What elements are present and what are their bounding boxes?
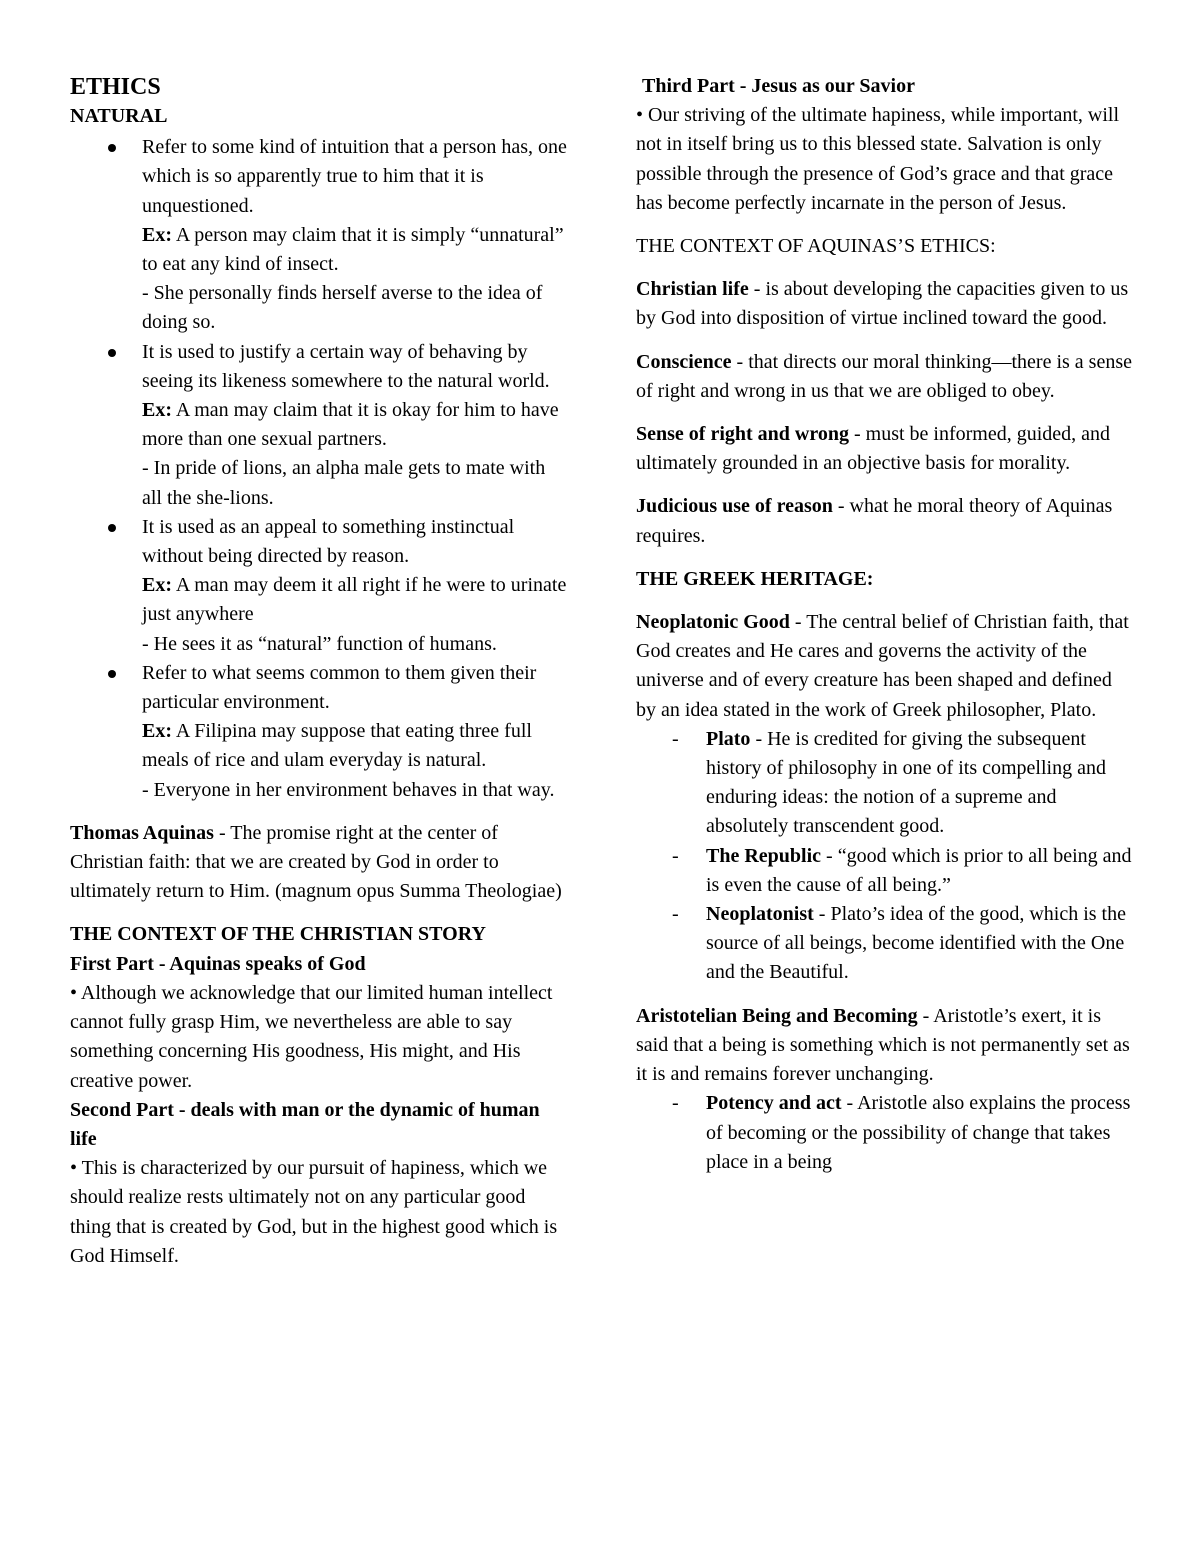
aristotle-term: Aristotelian Being and Becoming	[636, 1004, 918, 1027]
neoplatonic-text: - The central belief of Christian faith, that God creates and He cares and governs the activity of the universe and of every creature has been shaped and defined by an idea stated in the work of Greek philosopher, Plato.	[636, 611, 1129, 721]
definition-term: Conscience	[636, 350, 732, 373]
list-text: - Aristotle also explains the process of becoming or the possibility of change that takes place in a being	[706, 1092, 1131, 1173]
definition-conscience	[636, 348, 1136, 406]
list-term: Plato	[706, 727, 751, 750]
left-column	[70, 72, 570, 1271]
definition-judicious-reason	[636, 492, 1136, 550]
document-title: ETHICS	[70, 74, 161, 100]
list-item	[70, 659, 570, 805]
definition-text: - must be informed, guided, and ultimately grounded in an objective basis for morality.	[636, 423, 1111, 475]
definition-text: - that directs our moral thinking—there is a sense of right and wrong in us that we are obliged to obey.	[636, 350, 1132, 402]
example-label: Ex:	[142, 223, 172, 246]
example-note: - He sees it as “natural” function of humans.	[142, 632, 497, 655]
neoplatonic-paragraph	[636, 608, 1136, 725]
christian-story-heading: THE CONTEXT OF THE CHRISTIAN STORY	[70, 923, 486, 946]
list-item	[70, 513, 570, 659]
list-item	[636, 842, 1136, 900]
list-item	[636, 1089, 1136, 1177]
example-label: Ex:	[142, 399, 172, 422]
bullet-text: It is used to justify a certain way of behaving by seeing its likeness somewhere to the natural world.	[142, 340, 550, 392]
list-term: Neoplatonist	[706, 903, 814, 926]
list-item	[636, 900, 1136, 988]
example-note: - In pride of lions, an alpha male gets to mate with all the she-lions.	[142, 457, 546, 509]
definition-text: - what he moral theory of Aquinas requires.	[636, 495, 1113, 547]
example-label: Ex:	[142, 720, 172, 743]
list-term: The Republic	[706, 844, 822, 867]
bullet-text: Refer to some kind of intuition that a person has, one which is so apparently true to him that it is unquestioned.	[142, 136, 567, 217]
list-text: - He is credited for giving the subsequent history of philosophy in one of its compelling and enduring ideas: the notion of a supreme and absolutely transcendent good.	[706, 727, 1106, 838]
third-part-text: • Our striving of the ultimate hapiness, while important, will not in itself bring us to this blessed state. Salvation is only possible through the presence of God’s grace and that grace has become perfectly incarnate in the person of Jesus.	[636, 104, 1120, 214]
list-term: Potency and act	[706, 1092, 842, 1115]
definition-text: - is about developing the capacities given to us by God into disposition of virtue inclined toward the good.	[636, 278, 1129, 330]
first-part-text: • Although we acknowledge that our limited human intellect cannot fully grasp Him, we nevertheless are able to say something concerning His goodness, His might, and His creative power.	[70, 981, 553, 1092]
list-item	[70, 338, 570, 513]
example-text: A man may claim that it is okay for him to have more than one sexual partners.	[142, 399, 559, 451]
list-text: - Plato’s idea of the good, which is the source of all beings, become identified with the One and the Beautiful.	[706, 903, 1126, 984]
example-text: A man may deem it all right if he were to urinate just anywhere	[142, 574, 567, 626]
bullet-text: It is used as an appeal to something instinctual without being directed by reason.	[142, 515, 515, 568]
example-note: - She personally finds herself averse to the idea of doing so.	[142, 282, 543, 334]
second-part-text: • This is characterized by our pursuit of hapiness, which we should realize rests ultimately not on any particular good thing that is created by God, but in the highest good which is God Himself.	[70, 1157, 558, 1267]
definition-term: Sense of right and wrong	[636, 423, 849, 446]
example-note: - Everyone in her environment behaves in that way.	[142, 778, 555, 801]
example-text: A Filipina may suppose that eating three full meals of rice and ulam everyday is natural.	[142, 720, 532, 772]
list-item	[636, 725, 1136, 842]
first-part-heading: First Part - Aquinas speaks of God	[70, 952, 366, 975]
definition-term: Judicious use of reason	[636, 495, 833, 518]
neoplatonic-term: Neoplatonic Good	[636, 611, 790, 634]
aristotle-text: - Aristotle’s exert, it is said that a being is something which is not permanently set as it is and remains forever unchanging.	[636, 1004, 1130, 1086]
bullet-text: Refer to what seems common to them given their particular environment.	[142, 661, 537, 714]
right-column	[636, 72, 1136, 1177]
definition-sense-of-right	[636, 420, 1136, 478]
section-heading-natural: NATURAL	[70, 105, 168, 127]
plato-dash-list	[636, 725, 1136, 988]
greek-heritage-heading: THE GREEK HERITAGE:	[636, 567, 874, 590]
potency-dash-list	[636, 1089, 1136, 1177]
definition-term: Christian life	[636, 278, 749, 301]
third-part-heading: Third Part - Jesus as our Savior	[642, 75, 915, 97]
definition-christian-life	[636, 275, 1136, 333]
aquinas-term: Thomas Aquinas	[70, 821, 214, 844]
aristotle-paragraph	[636, 1002, 1136, 1090]
example-label: Ex:	[142, 574, 172, 597]
list-item	[70, 133, 570, 337]
aquinas-text: - The promise right at the center of Christian faith: that we are created by God in order to ultimately return to Him. (magnum opus Summa Theologiae)	[70, 821, 562, 903]
list-text: - “good which is prior to all being and is even the cause of all being.”	[706, 844, 1132, 896]
example-text: A person may claim that it is simply “unnatural” to eat any kind of insect.	[142, 223, 564, 276]
aquinas-ethics-heading: THE CONTEXT OF AQUINAS’S ETHICS:	[636, 235, 996, 258]
aquinas-paragraph	[70, 819, 570, 907]
natural-bullet-list	[70, 133, 570, 805]
second-part-heading: Second Part - deals with man or the dynamic of human life	[70, 1098, 540, 1150]
